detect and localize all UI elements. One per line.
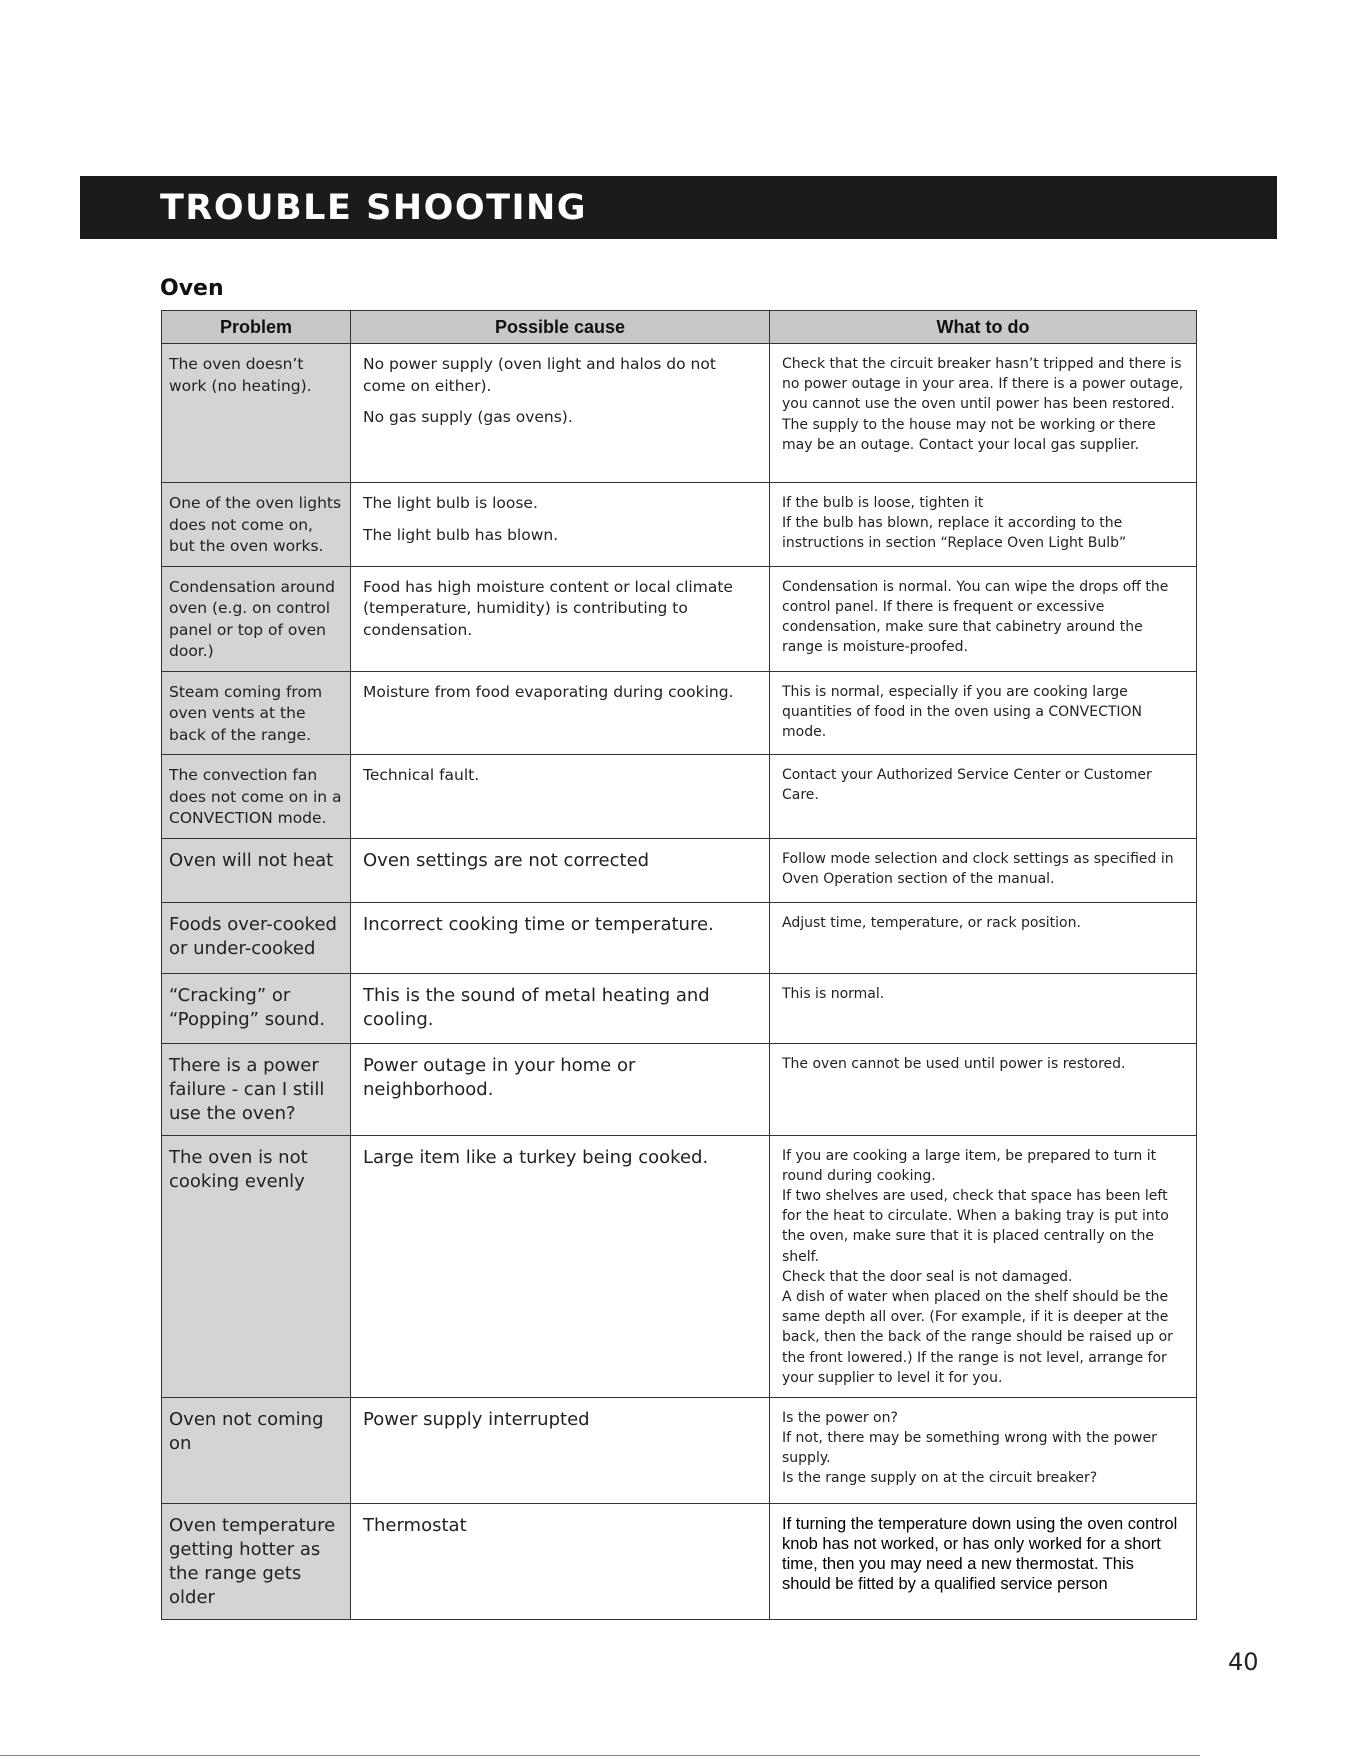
cause-cell [351, 1043, 770, 1135]
cause-cell [351, 1397, 770, 1503]
header-todo: What to do [770, 311, 1197, 344]
problem-cell: There is a power failure - can I still use the oven? [162, 1043, 351, 1135]
todo-line: Condensation is normal. You can wipe the drops off the control panel. If there is frequent or excessive condensation, make sure that cabinetry around the range is moisture-proofed. [782, 578, 1169, 656]
cause-line: Incorrect cooking time or temperature. [363, 913, 714, 935]
cause-line: Food has high moisture content or local climate (temperature, humidity) is contributing to condensation. [363, 577, 733, 639]
problem-cell: Condensation around oven (e.g. on control panel or top of oven door.) [162, 566, 351, 671]
todo-cell [770, 755, 1197, 839]
problem-cell: The oven doesn’t work (no heating). [162, 344, 351, 483]
todo-cell [770, 1503, 1197, 1619]
todo-line: If two shelves are used, check that space has been left for the heat to circulate. When a baking tray is put into the oven, make sure that it is placed centrally on the shelf. [782, 1187, 1169, 1265]
todo-cell [770, 566, 1197, 671]
cause-line: No gas supply (gas ovens). [363, 408, 573, 426]
table-row [162, 344, 1197, 483]
problem-cell: The convection fan does not come on in a CONVECTION mode. [162, 755, 351, 839]
cause-line: Technical fault. [363, 766, 480, 784]
cause-cell [351, 483, 770, 567]
table-row [162, 973, 1197, 1043]
todo-line: The supply to the house may not be working or there may be an outage. Contact your local gas supplier. [782, 416, 1156, 453]
cause-cell [351, 1503, 770, 1619]
bottom-divider [0, 1755, 1200, 1756]
todo-line: Follow mode selection and clock settings as specified in Oven Operation section of the manual. [782, 850, 1174, 887]
todo-line: If the bulb has blown, replace it according to the instructions in section “Replace Oven Light Bulb” [782, 515, 1127, 552]
cause-cell [351, 755, 770, 839]
todo-line: If the bulb is loose, tighten it [782, 495, 984, 511]
banner-title: TROUBLE SHOOTING [160, 187, 587, 228]
cause-cell [351, 973, 770, 1043]
cause-cell [351, 566, 770, 671]
todo-cell [770, 973, 1197, 1043]
todo-cell [770, 483, 1197, 567]
cause-line: Thermostat [363, 1514, 467, 1536]
table-row [162, 755, 1197, 839]
table-header-row [162, 311, 1197, 344]
todo-cell [770, 344, 1197, 483]
page-number: 40 [1228, 1648, 1259, 1676]
troubleshooting-table [161, 310, 1197, 1620]
table-row [162, 838, 1197, 902]
todo-line: If not, there may be something wrong with the power supply. [782, 1429, 1157, 1466]
cause-line: Power supply interrupted [363, 1408, 590, 1430]
problem-cell: Oven will not heat [162, 838, 351, 902]
problem-cell: Oven not coming on [162, 1397, 351, 1503]
cause-line: Oven settings are not corrected [363, 849, 650, 871]
todo-cell [770, 902, 1197, 973]
header-problem: Problem [162, 311, 351, 344]
todo-cell [770, 838, 1197, 902]
problem-cell: Oven temperature getting hotter as the range gets older [162, 1503, 351, 1619]
cause-line: Power outage in your home or neighborhood. [363, 1054, 636, 1100]
cause-cell [351, 838, 770, 902]
header-cause: Possible cause [351, 311, 770, 344]
page-banner [80, 176, 1277, 239]
table-row [162, 1043, 1197, 1135]
problem-cell: Steam coming from oven vents at the back of the range. [162, 671, 351, 755]
cause-cell [351, 1135, 770, 1397]
todo-line: The oven cannot be used until power is restored. [782, 1055, 1126, 1072]
cause-line: No power supply (oven light and halos do not come on either). [363, 355, 716, 395]
cause-cell [351, 671, 770, 755]
todo-line: If turning the temperature down using the oven control knob has not worked, or has only worked for a short time, then you may need a new thermostat. This should be fitted by a qualified service person [782, 1514, 1178, 1593]
problem-cell: “Cracking” or “Popping” sound. [162, 973, 351, 1043]
todo-cell [770, 1135, 1197, 1397]
problem-cell: The oven is not cooking evenly [162, 1135, 351, 1397]
todo-line: A dish of water when placed on the shelf should be the same depth all over. (For example, if it is deeper at the back, then the back of the range should be raised up or the front lowered.) If the range is not level, arrange for your supplier to level it for you. [782, 1288, 1173, 1386]
cause-line: Large item like a turkey being cooked. [363, 1146, 709, 1168]
cause-line: The light bulb has blown. [363, 525, 559, 544]
table-row [162, 483, 1197, 567]
todo-line: Is the range supply on at the circuit breaker? [782, 1470, 1098, 1487]
cause-line: Moisture from food evaporating during cooking. [363, 682, 734, 701]
cause-line: The light bulb is loose. [363, 494, 538, 512]
table-row [162, 1397, 1197, 1503]
problem-cell: Foods over-cooked or under-cooked [162, 902, 351, 973]
todo-line: This is normal, especially if you are cooking large quantities of food in the oven using a CONVECTION mode. [782, 683, 1143, 740]
table-row [162, 1135, 1197, 1397]
todo-line: This is normal. [782, 985, 885, 1002]
cause-line: This is the sound of metal heating and cooling. [363, 984, 710, 1030]
todo-line: Check that the door seal is not damaged. [782, 1268, 1073, 1285]
table-row [162, 902, 1197, 973]
todo-cell [770, 671, 1197, 755]
todo-line: Contact your Authorized Service Center or Customer Care. [782, 767, 1152, 804]
section-title: Oven [160, 276, 224, 301]
table-row [162, 1503, 1197, 1619]
cause-cell [351, 344, 770, 483]
todo-line: Is the power on? [782, 1409, 898, 1426]
table-row [162, 566, 1197, 671]
todo-cell [770, 1043, 1197, 1135]
table-row [162, 671, 1197, 755]
todo-line: If you are cooking a large item, be prepared to turn it round during cooking. [782, 1147, 1157, 1184]
todo-line: Adjust time, temperature, or rack position. [782, 914, 1081, 931]
problem-cell: One of the oven lights does not come on, but the oven works. [162, 483, 351, 567]
cause-cell [351, 902, 770, 973]
todo-cell [770, 1397, 1197, 1503]
todo-line: Check that the circuit breaker hasn’t tripped and there is no power outage in your area. If there is a power outage, you cannot use the oven until power has been restored. [782, 356, 1184, 413]
